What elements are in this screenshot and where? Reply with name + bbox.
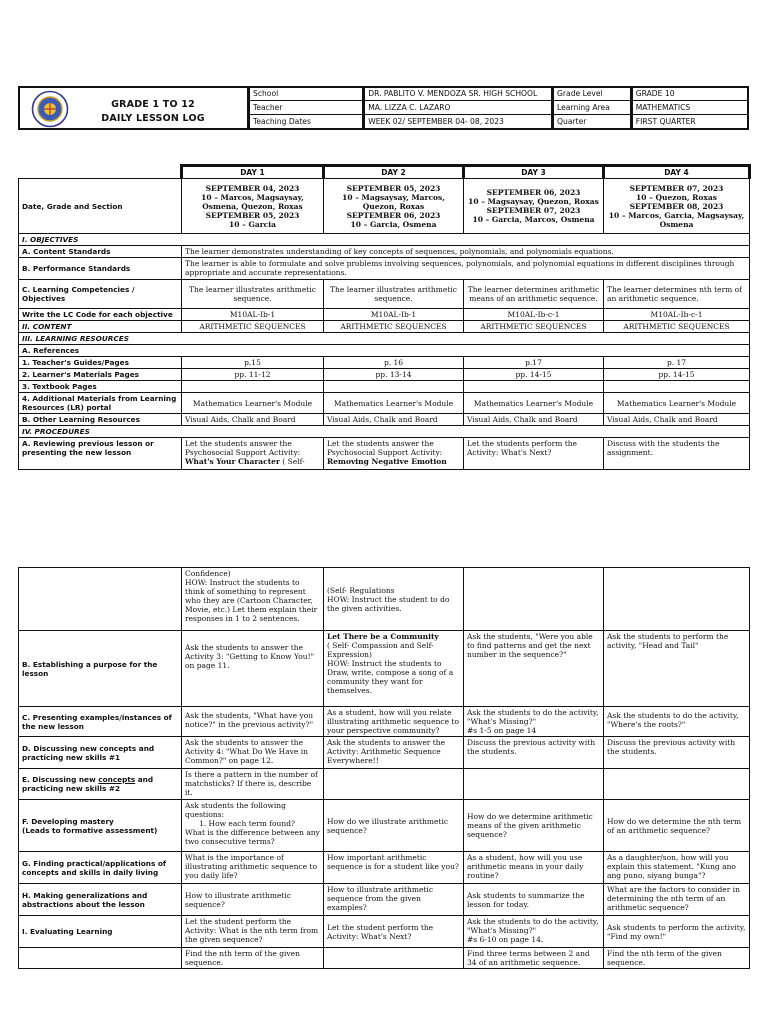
- day-1-application: What is the importance of illustrating arithmetic sequence to you daily life?: [182, 852, 324, 884]
- section-line: 10 – Garcia, Marcos, Osmena: [472, 215, 595, 224]
- teachers-guide-label: 1. Teacher's Guides/Pages: [19, 357, 182, 369]
- day-3-tg: p.17: [464, 357, 604, 369]
- activity-title: What's Your Character: [185, 457, 280, 466]
- day-2-purpose: Let There be a Community ( Self- Compassion and Self-Expression) HOW: Instruct the students to Draw, write, compose a song of a community they want for themselves.: [324, 631, 464, 707]
- performance-standards-text: The learner is able to formulate and solve problems involving sequences, polynomials, and polynomial equations in different disciplines through appropriate and accurate representations.: [182, 258, 750, 280]
- content-heading: II. CONTENT: [19, 321, 182, 333]
- date-line: SEPTEMBER 04, 2023: [205, 183, 300, 193]
- quarter-label: Quarter: [553, 115, 632, 129]
- day-1-competency: The learner illustrates arithmetic sequence.: [182, 280, 324, 309]
- section-line: 10 – Garcia: [229, 219, 276, 229]
- day-1-dates: [182, 179, 324, 234]
- activity-title: Removing Negative Emotion: [327, 457, 447, 466]
- day-4-materials: Mathematics Learner's Module: [604, 393, 750, 414]
- day-1-assignment: Find the nth term of the given sequence.: [182, 948, 324, 969]
- day-4-purpose: Ask the students to perform the activity, "Head and Tail": [604, 631, 750, 707]
- school-info-table: [247, 86, 749, 129]
- day-4-assignment: Find the nth term of the given sequence.: [604, 948, 750, 969]
- content-standards-text: The learner demonstrates understanding of key concepts of sequences, polynomials, and polynomials equations.: [182, 246, 750, 258]
- day-2-content: ARITHMETIC SEQUENCES: [324, 321, 464, 333]
- dates-value: WEEK 02/ SEPTEMBER 04- 08, 2023: [364, 115, 553, 129]
- day-3-lm: pp. 14-15: [464, 369, 604, 381]
- day-1-other-resources: Visual Aids, Chalk and Board: [182, 414, 324, 426]
- date-grade-section-label: Date, Grade and Section: [19, 179, 182, 234]
- day-4-discussion-1: Discuss the previous activity with the students.: [604, 737, 750, 769]
- day-2-review-continued: (Self- Regulations HOW: Instruct the student to do the given activities.: [324, 568, 464, 631]
- day-1-discussion-2: Is there a pattern in the number of matchsticks? If there is, describe it.: [182, 769, 324, 800]
- day-1-header: DAY 1: [182, 166, 324, 179]
- day-2-materials: Mathematics Learner's Module: [324, 393, 464, 414]
- content-standards-label: A. Content Standards: [19, 246, 182, 258]
- day-2-review: Let the students answer the Psychosocial Support Activity: Removing Negative Emotion: [324, 438, 464, 470]
- day-2-examples: As a student, how will you relate illustrating arithmetic sequence to your perspective community?: [324, 707, 464, 737]
- day-1-materials: Mathematics Learner's Module: [182, 393, 324, 414]
- discussing-concepts-2-label: E. Discussing new concepts and practicing new skills #2: [19, 769, 182, 800]
- school-label: School: [249, 87, 364, 101]
- day-4-review: Discuss with the students the assignment.: [604, 438, 750, 470]
- section-line: 10 – Magsaysay, Marcos,: [342, 192, 445, 202]
- date-line: SEPTEMBER 05, 2023: [346, 183, 441, 193]
- developing-mastery-label: F. Developing mastery (Leads to formative assessment): [19, 800, 182, 852]
- day-1-review: Let the students answer the Psychosocial Support Activity: What's Your Character ( Self-: [182, 438, 324, 470]
- day-4-other-resources: Visual Aids, Chalk and Board: [604, 414, 750, 426]
- day-4-competency: The learner determines nth term of an arithmetic sequence.: [604, 280, 750, 309]
- additional-materials-label: 4. Additional Materials from Learning Resources (LR) portal: [19, 393, 182, 414]
- dates-label: Teaching Dates: [249, 115, 364, 129]
- area-label: Learning Area: [553, 101, 632, 115]
- day-4-lm: pp. 14-15: [604, 369, 750, 381]
- performance-standards-label: B. Performance Standards: [19, 258, 182, 280]
- day-4-application: As a daughter/son, how will you explain this statement. "Kung ano ang puno, siyang bunga"?: [604, 852, 750, 884]
- day-2-evaluation: Let the student perform the Activity: What's Next?: [324, 916, 464, 948]
- learning-resources-heading: III. LEARNING RESOURCES: [19, 333, 750, 345]
- day-4-dates: [604, 179, 750, 234]
- textbook-pages-label: 3. Textbook Pages: [19, 381, 182, 393]
- lesson-table-page2: [18, 567, 750, 969]
- grade-value: GRADE 10: [631, 87, 748, 101]
- page-title: [78, 98, 228, 126]
- lc-code-label: Write the LC Code for each objective: [19, 309, 182, 321]
- day-3-materials: Mathematics Learner's Module: [464, 393, 604, 414]
- title-line-1: GRADE 1 TO 12: [111, 99, 195, 110]
- title-line-2: DAILY LESSON LOG: [101, 113, 205, 124]
- date-line: SEPTEMBER 06, 2023: [486, 188, 581, 197]
- day-4-lc-code: M10AL-Ib-c-1: [604, 309, 750, 321]
- date-line: SEPTEMBER 07, 2023: [629, 183, 724, 193]
- area-value: MATHEMATICS: [631, 101, 748, 115]
- day-2-lc-code: M10AL-Ib-1: [324, 309, 464, 321]
- date-line: SEPTEMBER 08, 2023: [629, 201, 724, 211]
- section-line: 10 – Quezon, Roxas: [636, 192, 717, 202]
- day-3-mastery: How do we determine arithmetic means of the given arithmetic sequence?: [464, 800, 604, 852]
- generalizations-label: H. Making generalizations and abstractions about the lesson: [19, 884, 182, 916]
- evaluating-learning-label: I. Evaluating Learning: [19, 916, 182, 948]
- section-line: 10 – Magsaysay, Quezon, Roxas: [468, 197, 599, 206]
- day-3-dates: [464, 179, 604, 234]
- day-1-content: ARITHMETIC SEQUENCES: [182, 321, 324, 333]
- day-2-tg: p. 16: [324, 357, 464, 369]
- day-1-purpose: Ask the students to answer the Activity 3: "Getting to Know You!" on page 11.: [182, 631, 324, 707]
- presenting-examples-label: C. Presenting examples/instances of the new lesson: [19, 707, 182, 737]
- day-3-other-resources: Visual Aids, Chalk and Board: [464, 414, 604, 426]
- day-2-mastery: How do we illustrate arithmetic sequence?: [324, 800, 464, 852]
- practical-applications-label: G. Finding practical/applications of concepts and skills in daily living: [19, 852, 182, 884]
- date-line: SEPTEMBER 07, 2023: [486, 206, 581, 215]
- day-1-generalization: How to illustrate arithmetic sequence?: [182, 884, 324, 916]
- day-3-purpose: Ask the students, "Were you able to find patterns and get the next number in the sequence?": [464, 631, 604, 707]
- day-4-examples: Ask the students to do the activity, "Where's the roots?": [604, 707, 750, 737]
- teacher-label: Teacher: [249, 101, 364, 115]
- day-4-mastery: How do we determine the nth term of an arithmetic sequence?: [604, 800, 750, 852]
- day-2-discussion-1: Ask the students to answer the Activity: Arithmetic Sequence Everywhere!!: [324, 737, 464, 769]
- activity-title: Let There be a Community: [327, 632, 439, 641]
- day-1-lm: pp. 11-12: [182, 369, 324, 381]
- day-4-header: DAY 4: [604, 166, 750, 179]
- learners-materials-label: 2. Learner's Materials Pages: [19, 369, 182, 381]
- day-2-dates: [324, 179, 464, 234]
- day-2-lm: pp. 13-14: [324, 369, 464, 381]
- day-3-application: As a student, how will you use arithmetic means in your daily routine?: [464, 852, 604, 884]
- day-4-generalization: What are the factors to consider in determining the nth term of an arithmetic sequence?: [604, 884, 750, 916]
- date-line: SEPTEMBER 06, 2023: [346, 210, 441, 220]
- deped-seal-icon: [29, 90, 71, 128]
- day-3-lc-code: M10AL-Ib-c-1: [464, 309, 604, 321]
- objectives-heading: I. OBJECTIVES: [19, 234, 750, 246]
- learning-competencies-label: C. Learning Competencies / Objectives: [19, 280, 182, 309]
- day-1-tg: p.15: [182, 357, 324, 369]
- other-resources-label: B. Other Learning Resources: [19, 414, 182, 426]
- section-line: 10 – Garcia, Osmena: [350, 219, 437, 229]
- day-3-review: Let the students perform the Activity: What's Next?: [464, 438, 604, 470]
- teacher-value: MA. LIZZA C. LAZARO: [364, 101, 553, 115]
- day-3-generalization: Ask students to summarize the lesson for today.: [464, 884, 604, 916]
- section-line: Osmena, Quezon, Roxas: [202, 201, 303, 211]
- quarter-value: FIRST QUARTER: [631, 115, 748, 129]
- day-1-review-continued: Confidence) HOW: Instruct the students to think of something to represent who they are (Cartoon Character, Movie, etc.) Let them explain their responses in 1 to 2 sentences.: [182, 568, 324, 631]
- day-3-header: DAY 3: [464, 166, 604, 179]
- day-1-discussion-1: Ask the students to answer the Activity 4: "What Do We Have in Common?" on page 12.: [182, 737, 324, 769]
- discussing-concepts-1-label: D. Discussing new concepts and practicing new skills #1: [19, 737, 182, 769]
- day-1-examples: Ask the students, "What have you notice?" in the previous activity?": [182, 707, 324, 737]
- day-1-lc-code: M10AL-Ib-1: [182, 309, 324, 321]
- day-4-evaluation: Ask students to perform the activity, "Find my own!": [604, 916, 750, 948]
- establishing-purpose-label: B. Establishing a purpose for the lesson: [19, 631, 182, 707]
- references-label: A. References: [19, 345, 750, 357]
- day-3-evaluation: Ask the students to do the activity, "What's Missing?" #s 6-10 on page 14.: [464, 916, 604, 948]
- lesson-table-page1: [18, 164, 751, 470]
- reviewing-lesson-label: A. Reviewing previous lesson or presenting the new lesson: [19, 438, 182, 470]
- day-2-generalization: How to illustrate arithmetic sequence from the given examples?: [324, 884, 464, 916]
- day-1-mastery: Ask students the following questions: 1. How each term found? What is the difference between any two consecutive terms?: [182, 800, 324, 852]
- day-2-header: DAY 2: [324, 166, 464, 179]
- grade-label: Grade Level: [553, 87, 632, 101]
- school-value: DR. PABLITO V. MENDOZA SR. HIGH SCHOOL: [364, 87, 553, 101]
- day-3-content: ARITHMETIC SEQUENCES: [464, 321, 604, 333]
- section-line: 10 – Marcos, Garcia, Magsaysay,: [608, 210, 745, 220]
- section-line: Quezon, Roxas: [362, 201, 425, 211]
- day-2-other-resources: Visual Aids, Chalk and Board: [324, 414, 464, 426]
- day-4-tg: p. 17: [604, 357, 750, 369]
- day-3-competency: The learner determines arithmetic means of an arithmetic sequence.: [464, 280, 604, 309]
- day-3-examples: Ask the students to do the activity, "What's Missing?" #s 1-5 on page 14: [464, 707, 604, 737]
- day-1-evaluation: Let the student perform the Activity: What is the nth term from the given sequence?: [182, 916, 324, 948]
- section-line: 10 – Marcos, Magsaysay,: [201, 192, 304, 202]
- date-line: SEPTEMBER 05, 2023: [205, 210, 300, 220]
- day-3-assignment: Find three terms between 2 and 34 of an arithmetic sequence.: [464, 948, 604, 969]
- day-2-application: How important arithmetic sequence is for a student like you?: [324, 852, 464, 884]
- day-2-competency: The learner illustrates arithmetic sequence.: [324, 280, 464, 309]
- day-3-discussion-1: Discuss the previous activity with the students.: [464, 737, 604, 769]
- section-line: Osmena: [659, 219, 694, 229]
- day-4-content: ARITHMETIC SEQUENCES: [604, 321, 750, 333]
- procedures-heading: IV. PROCEDURES: [19, 426, 750, 438]
